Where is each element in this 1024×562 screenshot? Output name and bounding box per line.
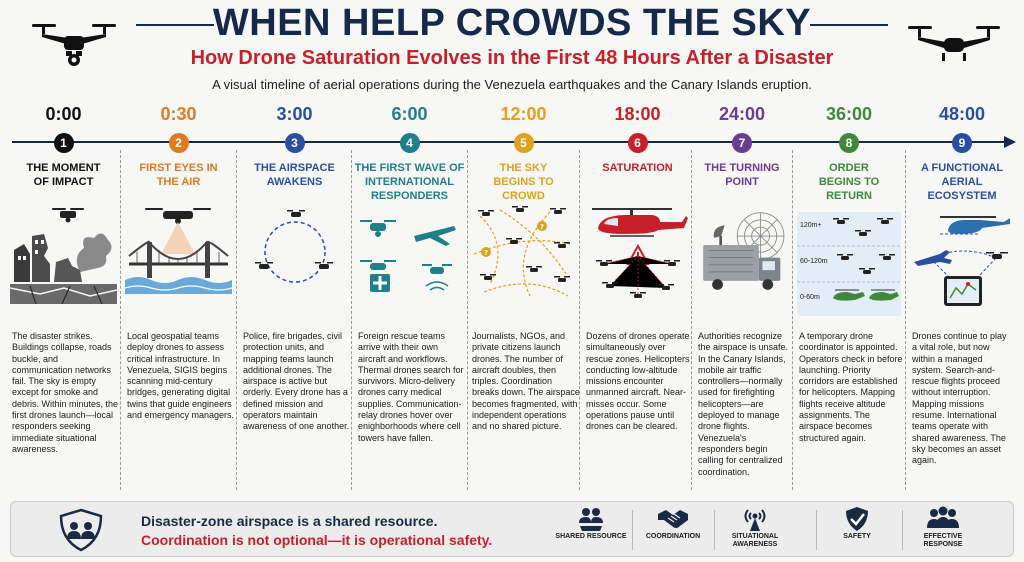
stage-description: Authorities recognize the airspace is unsafe. In the Canary Islands, mobile air traffic controllers—normally used for firefighting helicopters—are deployed to manage drone flights. Venezuela's responders begin calling for centralized coordination.	[698, 331, 789, 477]
footer-item-label: SHARED RESOURCE	[555, 533, 627, 540]
svg-text:?: ?	[483, 249, 489, 257]
footer-item-effective-response	[905, 506, 981, 554]
stage-heading: THE AIRSPACE AWAKENS	[254, 162, 335, 188]
page-subtitle: How Drone Saturation Evolves in the First 48 Hours After a Disaster	[190, 47, 834, 69]
stage-time: 0:00	[45, 104, 82, 124]
stage-number-badge: 7	[732, 133, 752, 153]
stage-description: Local geospatial teams deploy drones to assess critical infrastructure. In Venezuela, SIGIS begins scanning mid-century bridges, generating digital twins that guide engineers and emergency managers.	[127, 331, 235, 421]
stage-number-badge: 3	[285, 133, 305, 153]
layered-drones-icon	[797, 212, 901, 316]
svg-text:?: ?	[539, 223, 545, 231]
stage-heading: THE FIRST WAVE OF INTERNATIONAL RESPONDERS	[354, 162, 465, 202]
stage-description: A temporary drone coordinator is appointed. Operators check in before launching. Priority corridors are established for helicopters. Mapping flights receive altitude assignments. The airspace becomes structured again.	[799, 331, 903, 443]
stage-description: The disaster strikes. Buildings collapse, roads buckle, and communication networks fail. The sky is empty except for smoke and debris. Within minutes, the first drones launch—local responders seeking immediate situational awareness.	[12, 331, 119, 454]
timeline-stage-4	[352, 104, 467, 496]
stage-time: 24:00	[718, 104, 766, 124]
stage-description: Police, fire brigades, civil protection units, and mapping teams launch additional drones. The airspace is active but orderly. Every drone has a defined mission and operators maintain awareness of one another.	[243, 331, 350, 432]
drone-icon	[28, 18, 120, 68]
rescue-drones-icon	[356, 216, 463, 316]
stage-time: 48:00	[938, 104, 986, 124]
stage-number-badge: 6	[628, 133, 648, 153]
timeline-stage-5	[466, 104, 581, 496]
team-icon	[925, 506, 961, 532]
stage-heading: THE TURNING POINT	[704, 162, 780, 188]
managed-ecosystem-icon	[910, 214, 1017, 314]
collapsed-buildings-icon	[10, 204, 117, 304]
stage-heading: THE SKY BEGINS TO CROWD	[493, 162, 554, 202]
footer-item-coordination	[635, 506, 711, 554]
stage-time: 36:00	[825, 104, 873, 124]
timeline-stage-1	[6, 104, 121, 496]
key-message-line-1: Disaster-zone airspace is a shared resource.	[141, 513, 438, 529]
stage-heading: ORDER BEGINS TO RETURN	[818, 162, 880, 202]
footer-divider	[902, 510, 903, 550]
altitude-layers-panel	[797, 212, 901, 316]
shared-resource-icon	[576, 506, 606, 532]
stage-time: 3:00	[276, 104, 313, 124]
stage-number-badge: 8	[839, 133, 859, 153]
stage-time: 18:00	[614, 104, 661, 124]
bridge-scan-icon	[125, 204, 232, 304]
shield-people-icon	[51, 508, 111, 552]
stage-time: 6:00	[391, 104, 428, 124]
footer-divider	[714, 510, 715, 550]
mobile-atc-truck-icon	[696, 204, 792, 304]
key-message-banner	[10, 501, 1014, 557]
stage-description: Foreign rescue teams arrive with their own aircraft and workflows. Thermal drones search for survivors. Micro-delivery drones carry medical supplies. Communication-relay drones hover over enighborhoods where cell towers have fallen.	[358, 331, 464, 443]
shield-check-icon	[842, 506, 872, 532]
stage-number-badge: 4	[400, 133, 420, 153]
key-message-line-2: Coordination is not optional—it is operational safety.	[141, 532, 493, 548]
timeline-stage-9	[906, 104, 1018, 496]
footer-item-shared-resource	[553, 506, 629, 554]
timeline-stage-7	[692, 104, 792, 496]
altitude-label: 0-60m	[800, 294, 820, 301]
crowded-sky-icon	[470, 204, 577, 304]
timeline-stage-6	[580, 104, 695, 496]
altitude-label: 120m+	[800, 222, 822, 229]
stage-heading: SATURATION	[602, 162, 673, 174]
stage-heading: THE MOMENT OF IMPACT	[26, 162, 101, 188]
footer-item-safety	[819, 506, 895, 554]
stage-description: Dozens of drones operate simultaneously over rescue zones. Helicopters conducting low-altitude missions encounter unmanned aircraft. Near-misses occur. Some operations pause until drones can be cleared.	[586, 331, 690, 432]
orderly-drone-circle-icon	[241, 204, 348, 304]
stage-number-badge: 1	[54, 133, 74, 153]
stage-number-badge: 2	[169, 133, 189, 153]
saturation-helicopter-icon	[584, 204, 691, 304]
stage-time: 12:00	[500, 104, 547, 124]
signal-tower-icon	[740, 506, 770, 532]
altitude-label: 60-120m	[800, 258, 828, 265]
stage-time: 0:30	[160, 104, 197, 124]
footer-divider	[816, 510, 817, 550]
stage-heading: FIRST EYES IN THE AIR	[139, 162, 218, 188]
page-title: WHEN HELP CROWDS THE SKY	[212, 2, 812, 44]
stage-heading: A FUNCTIONAL AERIAL ECOSYSTEM	[920, 162, 1004, 202]
footer-divider	[632, 510, 633, 550]
footer-item-situational-awareness	[717, 506, 793, 554]
timeline-stage-8	[793, 104, 905, 496]
footer-item-label: SITUATIONAL AWARENESS	[731, 533, 779, 548]
stage-number-badge: 5	[514, 133, 534, 153]
page-tagline: A visual timeline of aerial operations during the Venezuela earthquakes and the Canary Islands eruption.	[212, 77, 812, 92]
stage-description: Drones continue to play a vital role, but now within a managed system. Search-and-rescue flights proceed without interruption. Mapping missions resume. International teams operate with shared awareness. The sky becomes an asset again.	[912, 331, 1007, 466]
timeline-stage-3	[237, 104, 352, 496]
footer-item-label: EFFECTIVE RESPONSE	[923, 533, 963, 548]
drone-icon	[906, 20, 1002, 64]
footer-item-label: COORDINATION	[645, 533, 701, 540]
stage-description: Journalists, NGOs, and private citizens launch drones. The number of aircraft doubles, then triples. Coordination breaks down. The airspace becomes fragmented, with independent operations and no shared picture.	[472, 331, 580, 432]
stage-number-badge: 9	[952, 133, 972, 153]
handshake-icon	[656, 506, 690, 532]
timeline-stage-2	[121, 104, 236, 496]
footer-item-label: SAFETY	[843, 533, 871, 540]
